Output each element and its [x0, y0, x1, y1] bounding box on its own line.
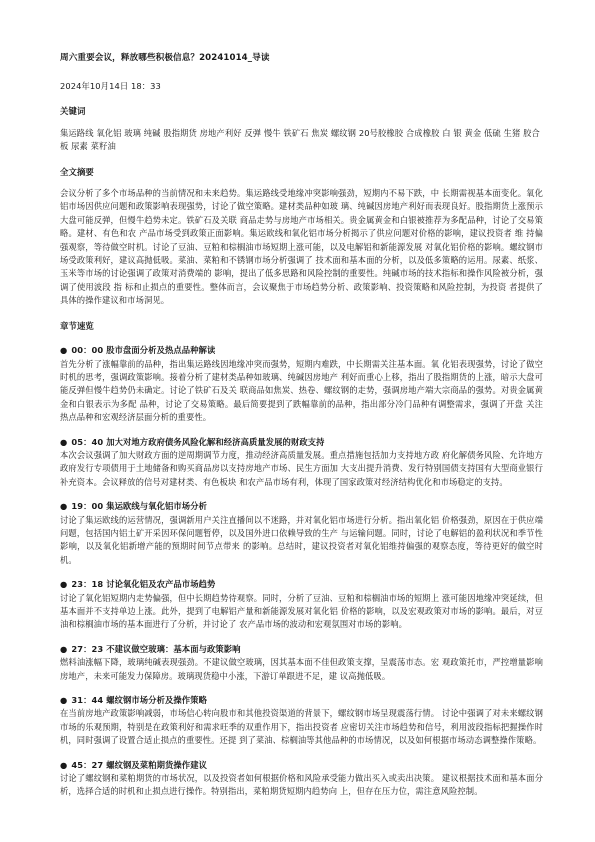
summary-heading: 全文摘要	[60, 166, 94, 177]
chapter-item	[60, 759, 543, 799]
chapter-title	[60, 643, 543, 656]
chapter-body: 在当前房地产政策影响减弱，市场信心转向股市和其他投资渠道的背景下，螺纹钢市场呈现震荡行情。 讨论中强调了对未来螺纹钢市场的乐观预期，特别是在政策利好和需求旺季的双重作用下，指出投资者 应密切关注市场趋势和信号，利用波段指标把握操作时机，同时强调了设置合适止损点的重要性。还提 到了菜油、棕榈油等其他品种的市场情况，以及如何根据市场动态调整操作策略。	[60, 708, 543, 746]
chapter-body: 讨论了集运欧线的运营情况，强调新用户关注直播间以不迷路，并对氧化铝市场进行分析。指出氧化铝 价格强劲，原因在于供应端问题，包括国内铝土矿开采因环保问题暂停，以及国外进口依赖导致的生产 与运输问题。同时，讨论了电解铝的盈利状况和季节性影响，以及氧化铝新增产能的预期时间节点带来 的影响。总结时，建议投资者对氧化铝维持偏强的观察态度，等待更好的做空时机。	[60, 514, 543, 565]
chapter-title	[60, 344, 543, 357]
chapter-title	[60, 500, 543, 513]
bullet-icon: ●	[60, 759, 68, 770]
chapter-item	[60, 578, 543, 632]
chapter-body: 讨论了氧化铝短期内走势偏强，但中长期趋势待观察。同时，分析了豆油、豆粕和棕榈油市场的短期上 涨可能因地缘冲突延续，但基本面并不支持单边上涨。此外，提到了电解铝产量和新能源发展对氧化铝 价格的影响，以及宏观政策对市场的影响。最后，对豆油和棕榈油市场的基本面进行了分析，并讨论了 农产品市场的波动和宏观氛围对市场的影响。	[60, 592, 543, 630]
chapter-body: 燃料油涨幅下降，玻璃纯碱表现强劲。不建议做空玻璃，因其基本面不佳但政策支撑，呈震荡市态。宏 观政策托市，严控增量影响房地产，未来可能发力保障房。玻璃现货稳中小涨，下游订单跟进不足，建 议高抛低吸。	[60, 657, 543, 681]
chapter-title-text: 45：27 螺纹钢及菜粕期货操作建议	[71, 759, 207, 770]
bullet-icon: ●	[60, 579, 68, 590]
chapter-title-text: 19：00 集运欧线与氧化铝市场分析	[71, 501, 207, 512]
chapter-body: 讨论了螺纹钢和菜粕期货的市场状况，以及投资者如何根据价格和风险承受能力做出买入或卖出决策。 建议根据技术面和基本面分析，选择合适的时机和止损点进行操作。特别指出，菜粕期货短期内趋势向 上，但存在压力位，需注意风险控制。	[60, 773, 543, 797]
bullet-icon: ●	[60, 643, 68, 654]
document-datetime: 2024年10月14日 18：33	[60, 81, 161, 91]
chapter-title	[60, 436, 543, 449]
chapter-title-text: 05：40 加大对地方政府债务风险化解和经济高质量发展的财政支持	[71, 436, 325, 447]
chapter-body: 本次会议强调了加大财政方面的逆周期调节力度，推动经济高质量发展。重点措施包括加力支持地方政 府化解债务风险、允许地方政府发行专项债用于土地储备和购买商品房以支持房地产市场、民生方面加 大支出提升消费、发行特别国债支持国有大型商业银行补充资本。会议释放的信号对建材类、有色板块 和农产品市场有利，体现了国家政策对经济结构优化和市场稳定的支持。	[60, 449, 543, 487]
chapter-title-text: 00：00 股市盘面分析及热点品种解读	[71, 345, 216, 356]
chapter-item	[60, 436, 543, 490]
chapter-item	[60, 694, 543, 748]
keywords-text: 集运路线 氧化铝 玻璃 纯碱 股指期货 房地产利好 反弹 慢牛 铁矿石 焦炭 螺纹钢 20号胶橡胶 合成橡胶 白 银 黄金 低硫 生猪 胶合板 尿素 菜籽油	[60, 127, 540, 152]
chapter-body: 首先分析了涨幅靠前的品种，指出集运路线因地缘冲突而强势，短期内难跌，中长期需关注基本面。氧 化铝表现强势，讨论了做空时机的思考，强调政策影响。接着分析了建材类品种如玻璃、纯碱因房地产 利好而重心上移，指出了股指期货的上涨，暗示大盘可能反弹但慢牛趋势仍未确定。讨论了铁矿石及关 联商品如焦炭、热卷、螺纹钢的走势，强调房地产端大宗商品的强势。对贵金属黄金和白银表示为多配 品种，讨论了交易策略。最后简要提到了跌幅靠前的品种，指出部分冷门品种有调整需求，强调了开盘 关注热点品种和宏观经济层面分析的重要性。	[60, 358, 543, 423]
chapter-item	[60, 643, 543, 683]
bullet-icon: ●	[60, 436, 68, 447]
chapter-title-text: 31：44 螺纹钢市场分析及操作策略	[71, 695, 207, 706]
chapter-title	[60, 759, 543, 772]
document-title: 周六重要会议，释放哪些积极信息？20241014_导读	[60, 53, 270, 63]
chapters-heading: 章节速览	[60, 320, 94, 331]
bullet-icon: ●	[60, 501, 68, 512]
summary-text: 会议分析了多个市场品种的当前情况和未来趋势。集运路线受地缘冲突影响强劲，短期内不易下跌，中 长期需视基本面变化。氧化铝市场因供应问题和政策影响表现强势，讨论了做空策略。建材类品种如玻 璃、纯碱因房地产利好而表现良好。股指期货上涨预示大盘可能反弹，但慢牛趋势未定。铁矿石及关联 商品走势与房地产市场相关。贵金属黄金和白银被推荐为多配品种，讨论了交易策略。建材、有色和农 产品市场受到政策正面影响。集运欧线和氧化铝市场分析揭示了供应问题对价格的影响，建议投资者 维 持偏强观察，等待做空时机。讨论了豆油、豆粕和棕榈油市场短期上涨可能，以及电解铝和新能源发展 对氧化铝价格的影响。螺纹钢市场受政策利好，建议高抛低吸。菜油、菜粕和不锈钢市场分析强调了 技术面和基本面的分析，以及低多策略的运用。尿素、纸浆、玉米等市场的讨论强调了政策对消费端的 影响，提出了低多思路和风险控制的重要性。纯碱市场的技术指标和操作风险被分析，强调了使用波段 指 标和止损点的重要性。整体而言，会议聚焦于市场趋势分析、政策影响、投资策略和风险控制，为投资 者提供了具体的操作建议和市场洞见。	[60, 188, 543, 306]
chapter-item	[60, 344, 543, 424]
chapter-item	[60, 500, 543, 567]
bullet-icon: ●	[60, 345, 68, 356]
chapter-title	[60, 578, 543, 591]
keywords-heading: 关键词	[60, 106, 86, 117]
bullet-icon: ●	[60, 695, 68, 706]
chapter-title-text: 27：23 不建议做空玻璃：基本面与政策影响	[71, 643, 241, 654]
chapter-list	[60, 344, 543, 799]
chapter-title	[60, 694, 543, 707]
chapter-title-text: 23：18 讨论氧化铝及农产品市场趋势	[71, 579, 216, 590]
